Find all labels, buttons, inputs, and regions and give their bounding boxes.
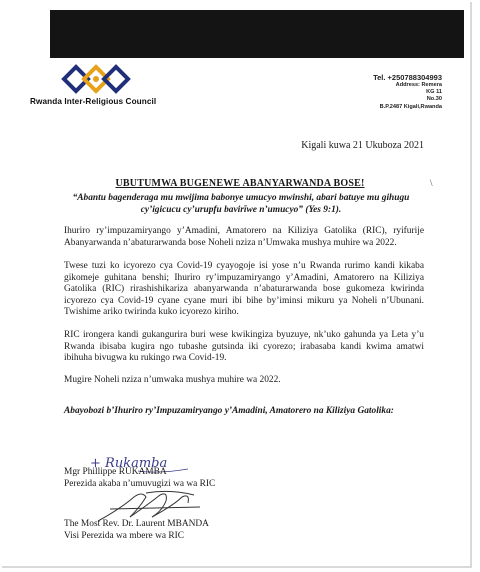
paragraph-covid-warning: Twese tuzi ko icyorezo cya Covid-19 cyayogoje isi yose n’u Rwanda rurimo kandi kikaba gikomeje guhitana benshi; Ihuriro ry’impuzamiryango y’Amadini, Amatorero na Kiliziya Gatolika (RIC) rirashishikariza abanyarwanda n’abaturarwanda bose gukomeza kwirinda icyorezo cya Covid-19 cyane cyane muri ibi bihe by’iminsi mikuru ya Noheli n’Ubunani. Twishime ariko twirinda kuko icyorezo kiriho. (64, 261, 424, 318)
address-street: KG 11 (426, 89, 442, 96)
letter-date: Kigali kuwa 21 Ukuboza 2021 (301, 140, 424, 151)
organization-name: Rwanda Inter-Religious Council (30, 97, 157, 106)
po-box: B.P.2487 Kigali,Rwanda (379, 103, 442, 110)
signatory-2-name: The Most Rev. Dr. Laurent MBANDA (64, 519, 209, 529)
paragraph-vaccination: RIC irongera kandi gukangurira buri wese kwikingiza byuzuye, nk’uko gahunda ya Leta y’u Rwanda ibisaba kugira ngo tubashe gutsinda iki cyorezo; irabasaba kandi kwima amatwi ibihuha bivugwa ku rukingo rwa Covid-19. (64, 330, 424, 364)
signatories-heading: Abayobozi b’Ihuriro ry’Impuzamiryango y’Amadini, Amatorero na Kiliziya Gatolika: (64, 406, 394, 416)
contact-block (373, 73, 442, 111)
address-label: Address: Remera (395, 82, 442, 88)
paragraph-wishes: Mugire Noheli nziza n’umwaka mushya muhire wa 2022. (64, 375, 281, 385)
signatory-1-name: Mgr Phillippe RUKAMBA (64, 467, 167, 477)
ric-logo-icon (60, 62, 132, 96)
paragraph-greeting: Ihuriro ry’impuzamiryango y’Amadini, Amatorero na Kiliziya Gatolika (RIC), ryifurije Abanyarwanda n’abaturarwanda bose Noheli nziza n’Umwaka mushya muhire wa 2022. (64, 226, 424, 248)
letter-title: UBUTUMWA BUGENEWE ABANYARWANDA BOSE! (115, 178, 365, 189)
address-number: No.30 (426, 96, 442, 103)
telephone: Tel. +250788304993 (373, 73, 442, 82)
signature-rukamba-text: + Rukamba (90, 456, 168, 471)
letterhead-bar (50, 10, 464, 58)
bible-verse: “Abantu bagenderaga mu mwijima babonye umucyo mwinshi, abari batuye mu gihugu cy’igicucu cy’urupfu bavirīwe n’umucyo” (Yes 9:1). (72, 193, 410, 215)
signatory-2-role: Visi Perezida wa mbere wa RIC (64, 531, 184, 541)
stray-mark: \ (430, 178, 433, 188)
signatory-1-role: Perezida akaba n’umuvugizi wa wa RIC (64, 479, 216, 489)
